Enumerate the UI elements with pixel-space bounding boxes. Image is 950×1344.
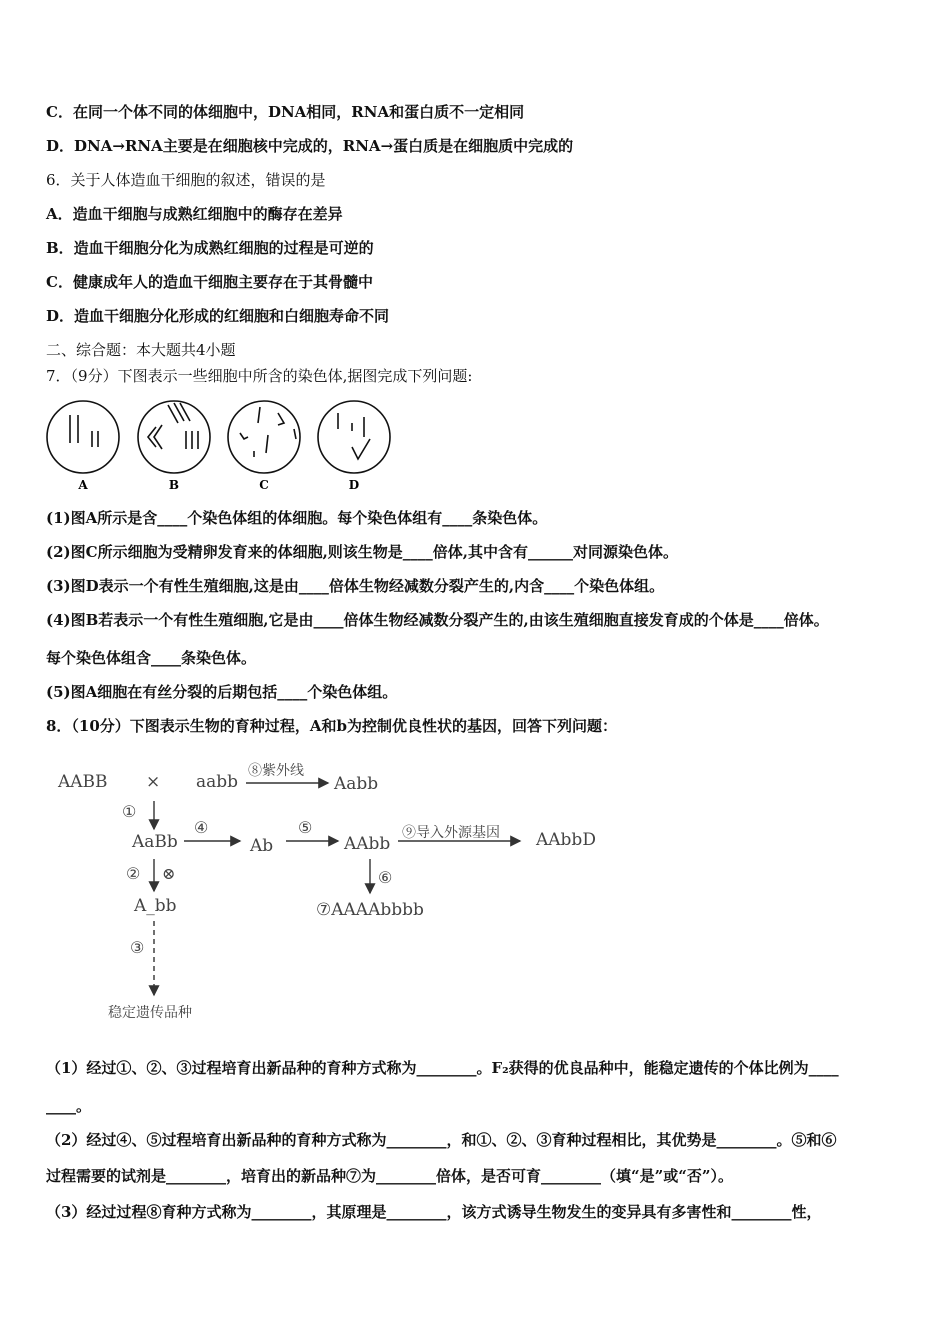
cell-label-c: C [259, 478, 269, 492]
cell-label-d: D [348, 478, 360, 492]
option-q5-c: C．在同一个体不同的体细胞中，DNA相同，RNA和蛋白质不一定相同 [46, 103, 525, 121]
cell-label-a: A [78, 478, 88, 492]
hybrid-aabb: AaBb [132, 832, 178, 852]
q7-part-2: (2)图C所示细胞为受精卵发育来的体细胞,则该生物是____倍体,其中含有______对同源染色体。 [46, 543, 679, 561]
selfing-symbol: ⊗ [162, 864, 176, 883]
q8-part-1: （1）经过①、②、③过程培育出新品种的育种方式称为________。F₂获得的优良品种中，能稳定遗传的个体比例为____ [46, 1059, 839, 1077]
q8-part-1-cont: ____。 [46, 1097, 92, 1115]
label-step-3: ③ [130, 938, 145, 957]
q7-part-5: (5)图A细胞在有丝分裂的后期包括____个染色体组。 [46, 683, 398, 701]
label-step-8: ⑧紫外线 [248, 763, 304, 779]
haploid-ab: Ab [250, 836, 274, 856]
q6-option-b: B．造血干细胞分化为成熟红细胞的过程是可逆的 [46, 239, 374, 257]
q8-stem: 8．（10分）下图表示生物的育种过程，A和b为控制优良性状的基因，回答下列问题： [46, 717, 617, 735]
parent-aabb-1: AABB [58, 772, 108, 792]
q7-part-3: (3)图D表示一个有性生殖细胞,这是由____倍体生物经减数分裂产生的,内含____个染色体组。 [46, 577, 665, 595]
mutant-aabb: Aabb [334, 774, 379, 794]
q6-option-c: C．健康成年人的造血干细胞主要存在于其骨髓中 [46, 273, 373, 291]
stable-variety: 稳定遗传品种 [108, 1005, 192, 1021]
transgenic-aabbd: AAbbD [536, 830, 596, 850]
cross-symbol: × [146, 772, 161, 792]
q7-part-4-cont: 每个染色体组含____条染色体。 [46, 649, 257, 667]
q7-part-4: (4)图B若表示一个有性生殖细胞,它是由____倍体生物经减数分裂产生的,由该生殖细胞直接发育成的个体是____倍体。 [46, 611, 829, 629]
q8-part-3: （3）经过过程⑧育种方式称为________，其原理是________，该方式诱导生物发生的变异具有多害性和________性， [46, 1203, 822, 1221]
q6-option-a: A．造血干细胞与成熟红细胞中的酶存在差异 [46, 205, 343, 223]
diploid-aabb: AAbb [344, 834, 391, 854]
q8-part-2: （2）经过④、⑤过程培育出新品种的育种方式称为________，和①、②、③育种过程相比，其优势是________。⑤和⑥ [46, 1131, 837, 1149]
q6-stem: 6．关于人体造血干细胞的叙述，错误的是 [46, 171, 326, 189]
q7-stem: 7．（9分）下图表示一些细胞中所含的染色体,据图完成下列问题: [46, 367, 473, 385]
cell-a [47, 401, 119, 473]
label-step-6: ⑥ [378, 868, 393, 887]
label-step-5: ⑤ [298, 818, 313, 837]
chromosome-cells-figure [40, 395, 400, 495]
section-title: 二、综合题：本大题共4小题 [46, 341, 236, 359]
cell-c [228, 401, 300, 473]
label-step-9: ⑨导入外源基因 [402, 825, 500, 841]
option-q5-d: D．DNA→RNA主要是在细胞核中完成的，RNA→蛋白质是在细胞质中完成的 [46, 137, 574, 155]
q6-option-d: D．造血干细胞分化形成的红细胞和白细胞寿命不同 [46, 307, 390, 325]
offspring-a-bb: A_bb [134, 896, 177, 916]
breeding-process-diagram [50, 755, 620, 1030]
label-step-2: ② [126, 864, 141, 883]
label-step-4: ④ [194, 818, 209, 837]
tetraploid-aaaabbbb: ⑦AAAAbbbb [316, 900, 424, 920]
cell-d [318, 401, 390, 473]
parent-aabb-2: aabb [196, 772, 239, 792]
q7-part-1: (1)图A所示是含____个染色体组的体细胞。每个染色体组有____条染色体。 [46, 509, 548, 527]
cell-label-b: B [168, 478, 180, 492]
label-step-1: ① [122, 802, 137, 821]
q8-part-2-cont: 过程需要的试剂是________，培育出的新品种⑦为________倍体，是否可育________（填“是”或“否”）。 [46, 1167, 734, 1185]
